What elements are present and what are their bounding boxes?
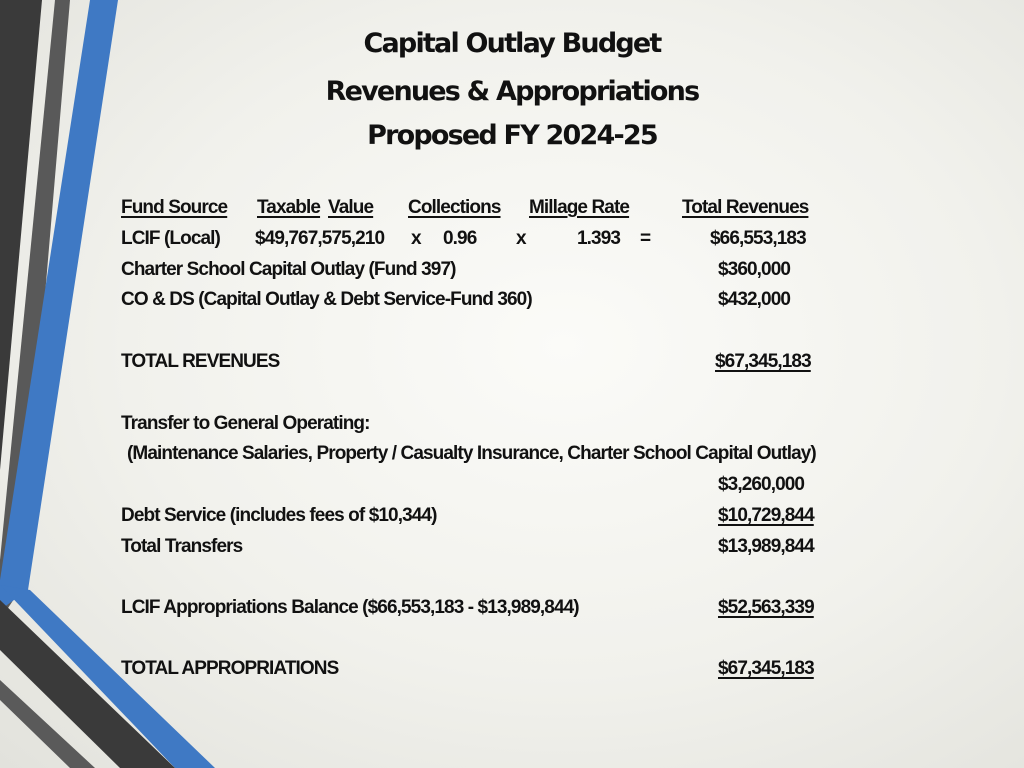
lcif-balance-amount: $52,563,339 [718, 597, 814, 618]
debt-service-amount: $10,729,844 [718, 505, 814, 526]
total-appropriations-label: TOTAL APPROPRIATIONS [121, 658, 339, 679]
debt-service-label: Debt Service (includes fees of $10,344) [121, 505, 437, 526]
header-total-revenues: Total Revenues [682, 197, 809, 218]
total-appropriations-amount: $67,345,183 [718, 658, 814, 679]
header-value: Value [328, 197, 374, 218]
lcif-label: LCIF (Local) [121, 228, 220, 249]
charter-amount: $360,000 [718, 259, 791, 280]
transfer-label: Transfer to General Operating: [121, 413, 370, 434]
charter-label: Charter School Capital Outlay (Fund 397) [121, 259, 456, 280]
dark-stripe-diagonal [0, 600, 175, 768]
title-line-3: Proposed FY 2024-25 [367, 120, 657, 151]
co-ds-amount: $432,000 [718, 289, 791, 310]
lcif-operator-x2: x [516, 228, 526, 249]
transfer-amount: $3,260,000 [718, 474, 805, 495]
lcif-taxable-value: $49,767,575,210 [255, 228, 385, 249]
header-fund-source: Fund Source [121, 197, 228, 218]
lcif-balance-label: LCIF Appropriations Balance ($66,553,183 - $13,989,844) [121, 597, 579, 618]
lcif-millage: 1.393 [577, 228, 621, 249]
lcif-operator-x1: x [411, 228, 421, 249]
header-collections: Collections [408, 197, 501, 218]
header-millage-rate: Millage Rate [529, 197, 630, 218]
transfer-detail: (Maintenance Salaries, Property / Casualty Insurance, Charter School Capital Outlay) [127, 443, 816, 464]
total-revenues-amount: $67,345,183 [715, 351, 811, 372]
header-taxable: Taxable [257, 197, 321, 218]
title-line-2: Revenues & Appropriations [325, 76, 699, 107]
lcif-collections: 0.96 [443, 228, 477, 249]
title-line-1: Capital Outlay Budget [363, 28, 661, 59]
total-revenues-label: TOTAL REVENUES [121, 351, 280, 372]
co-ds-label: CO & DS (Capital Outlay & Debt Service-Fund 360) [121, 289, 532, 310]
lcif-equals: = [640, 228, 651, 249]
total-transfers-amount: $13,989,844 [718, 536, 814, 557]
lcif-total: $66,553,183 [710, 228, 806, 249]
total-transfers-label: Total Transfers [121, 536, 243, 557]
